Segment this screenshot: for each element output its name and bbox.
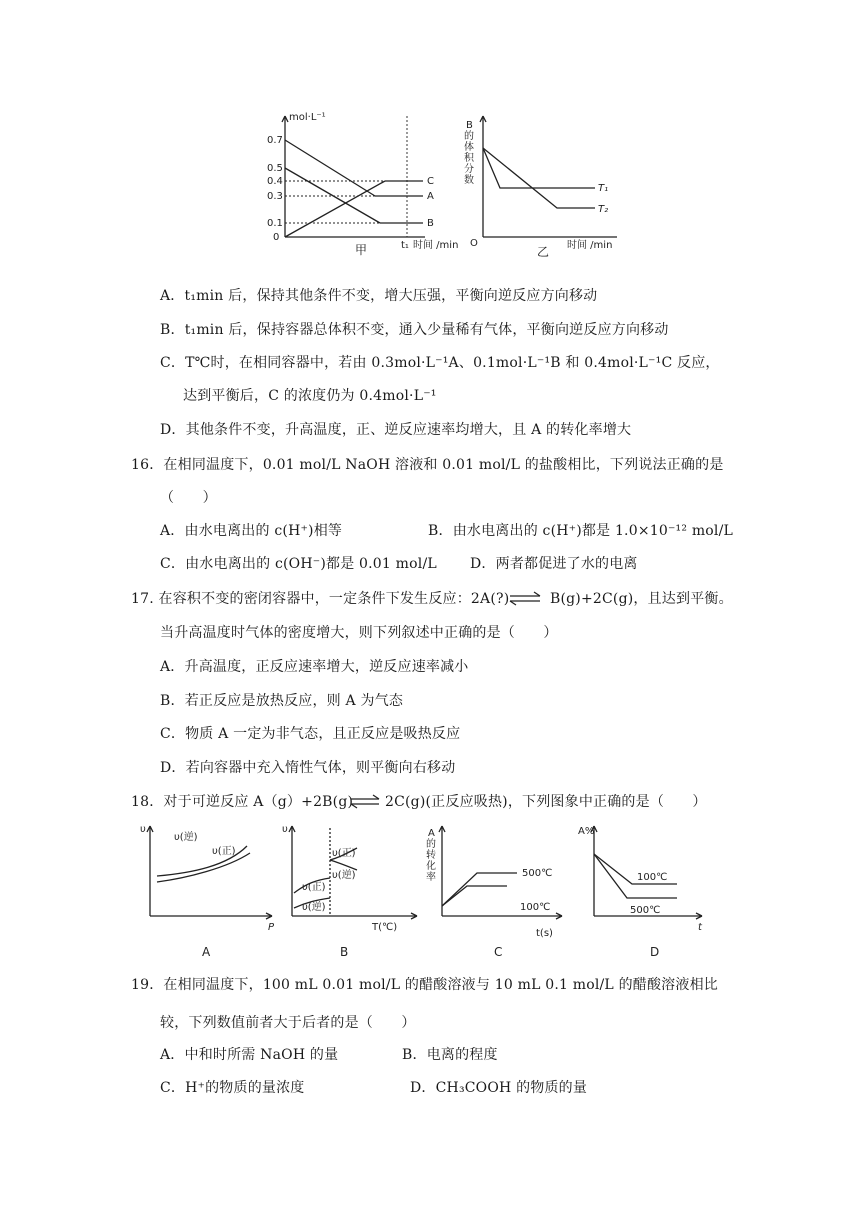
q18d-x: t <box>698 922 702 933</box>
q19-option-b: B．电离的程度 <box>402 1047 498 1063</box>
q18d-label: D <box>650 945 660 959</box>
q15-option-c-cont: 达到平衡后，C 的浓度仍为 0.4mol·L⁻¹ <box>183 388 437 404</box>
q18c-x: t(s) <box>536 928 553 939</box>
figure-jia-yi <box>265 108 625 270</box>
equilibrium-arrow-icon <box>349 793 383 809</box>
q18c-curve-500: 500℃ <box>522 868 553 879</box>
q18-graph-a <box>147 826 272 919</box>
q17-option-d: D．若向容器中充入惰性气体，则平衡向右移动 <box>160 760 456 776</box>
jia-tick-03: 0.3 <box>267 191 283 202</box>
q15-option-b: B．t₁min 后，保持容器总体积不变，通入少量稀有气体，平衡向逆反应方向移动 <box>160 322 669 338</box>
jia-tick-0: 0 <box>273 232 280 243</box>
q15-option-d: D．其他条件不变，升高温度，正、逆反应速率均增大，且 A 的转化率增大 <box>160 422 632 438</box>
yi-series-t2: T₂ <box>598 204 609 215</box>
jia-tick-04: 0.4 <box>267 176 283 187</box>
q17-option-a: A．升高温度，正反应速率增大，逆反应速率减小 <box>160 659 469 675</box>
q18c-label: C <box>494 945 503 959</box>
q19-stem-cont: 较，下列数值前者大于后者的是（ ） <box>160 1015 416 1031</box>
jia-x-axis: 时间 /min <box>413 240 459 251</box>
q19-option-c: C．H⁺的物质的量浓度 <box>160 1080 305 1096</box>
graph-jia <box>282 116 425 237</box>
q18b-curve-ni-right: υ(逆) <box>332 870 356 881</box>
q17-option-c: C．物质 A 一定为非气态，且正反应是吸热反应 <box>160 726 461 742</box>
q18a-x: P <box>268 922 275 933</box>
jia-y-unit: mol·L⁻¹ <box>289 112 326 123</box>
q18a-y: υ <box>140 824 146 835</box>
jia-series-c: C <box>427 176 434 187</box>
q18a-curve-ni: υ(逆) <box>174 832 198 843</box>
q18d-curve-100: 100℃ <box>637 872 668 883</box>
q15-option-a: A．t₁min 后，保持其他条件不变，增大压强，平衡向逆反应方向移动 <box>160 288 598 304</box>
jia-t1: t₁ <box>401 240 409 251</box>
yi-y-axis: B 的体积分数 <box>464 120 474 186</box>
jia-tick-05: 0.5 <box>267 163 283 174</box>
q15-option-c: C．T℃时，在相同容器中，若由 0.3mol·L⁻¹A、0.1mol·L⁻¹B 和 0.4mol·L⁻¹C 反应， <box>160 355 720 371</box>
q18-stem-part2: 2C(g)(正反应吸热)，下列图象中正确的是（ ） <box>385 794 707 810</box>
q17-stem-part2: B(g)+2C(g)，且达到平衡。 <box>550 591 733 607</box>
q18b-curve-zheng-right: υ(正) <box>332 848 356 859</box>
jia-series-a: A <box>427 191 434 202</box>
q18b-x: T(℃) <box>372 922 398 933</box>
q19-option-a: A．中和时所需 NaOH 的量 <box>160 1047 339 1063</box>
jia-series-b: B <box>427 218 434 229</box>
q18b-curve-ni-left: υ(逆) <box>302 902 326 913</box>
jia-tick-01: 0.1 <box>267 218 283 229</box>
q19-option-d: D．CH₃COOH 的物质的量 <box>410 1080 588 1096</box>
q18-graphs <box>132 818 732 962</box>
q18b-y: υ <box>282 824 288 835</box>
yi-series-t1: T₁ <box>598 183 609 194</box>
q18c-curve-100: 100℃ <box>520 902 551 913</box>
q17-option-b: B．若正反应是放热反应，则 A 为气态 <box>160 693 404 709</box>
q17-stem-part1: 17. 在容积不变的密闭容器中，一定条件下发生反应：2A(?) <box>131 591 510 607</box>
q18b-label: B <box>340 945 349 959</box>
q18-stem-part1: 18．对于可逆反应 A（g）+2B(g) <box>131 794 354 810</box>
q16-stem: 16．在相同温度下，0.01 mol/L NaOH 溶液和 0.01 mol/L 的盐酸相比，下列说法正确的是 <box>131 457 724 473</box>
jia-tick-07: 0.7 <box>267 135 283 146</box>
q16-blank: （ ） <box>160 490 217 506</box>
q16-option-d: D．两者都促进了水的电离 <box>470 556 638 572</box>
graph-yi <box>480 116 617 237</box>
q18b-curve-zheng-left: υ(正) <box>302 882 326 893</box>
q18d-y: A% <box>578 826 595 837</box>
q18d-curve-500: 500℃ <box>630 905 661 916</box>
jia-caption: 甲 <box>355 243 368 257</box>
yi-caption: 乙 <box>537 245 550 259</box>
equilibrium-arrow-icon <box>508 590 544 606</box>
q18c-y: A 的转化率 <box>426 828 436 883</box>
q19-stem: 19．在相同温度下，100 mL 0.01 mol/L 的醋酸溶液与 10 mL 0.1 mol/L 的醋酸溶液相比 <box>131 977 718 993</box>
q16-option-c: C．由水电离出的 c(OH⁻)都是 0.01 mol/L <box>160 556 437 572</box>
yi-x-axis: 时间 /min <box>567 240 613 251</box>
q16-option-b: B．由水电离出的 c(H⁺)都是 1.0×10⁻¹² mol/L <box>428 523 734 539</box>
yi-origin: O <box>470 238 478 249</box>
q17-stem-line2: 当升高温度时气体的密度增大，则下列叙述中正确的是（ ） <box>160 625 558 641</box>
q16-option-a: A．由水电离出的 c(H⁺)相等 <box>160 523 343 539</box>
q18a-curve-zheng: υ(正) <box>212 846 236 857</box>
q18a-label: A <box>202 945 211 959</box>
